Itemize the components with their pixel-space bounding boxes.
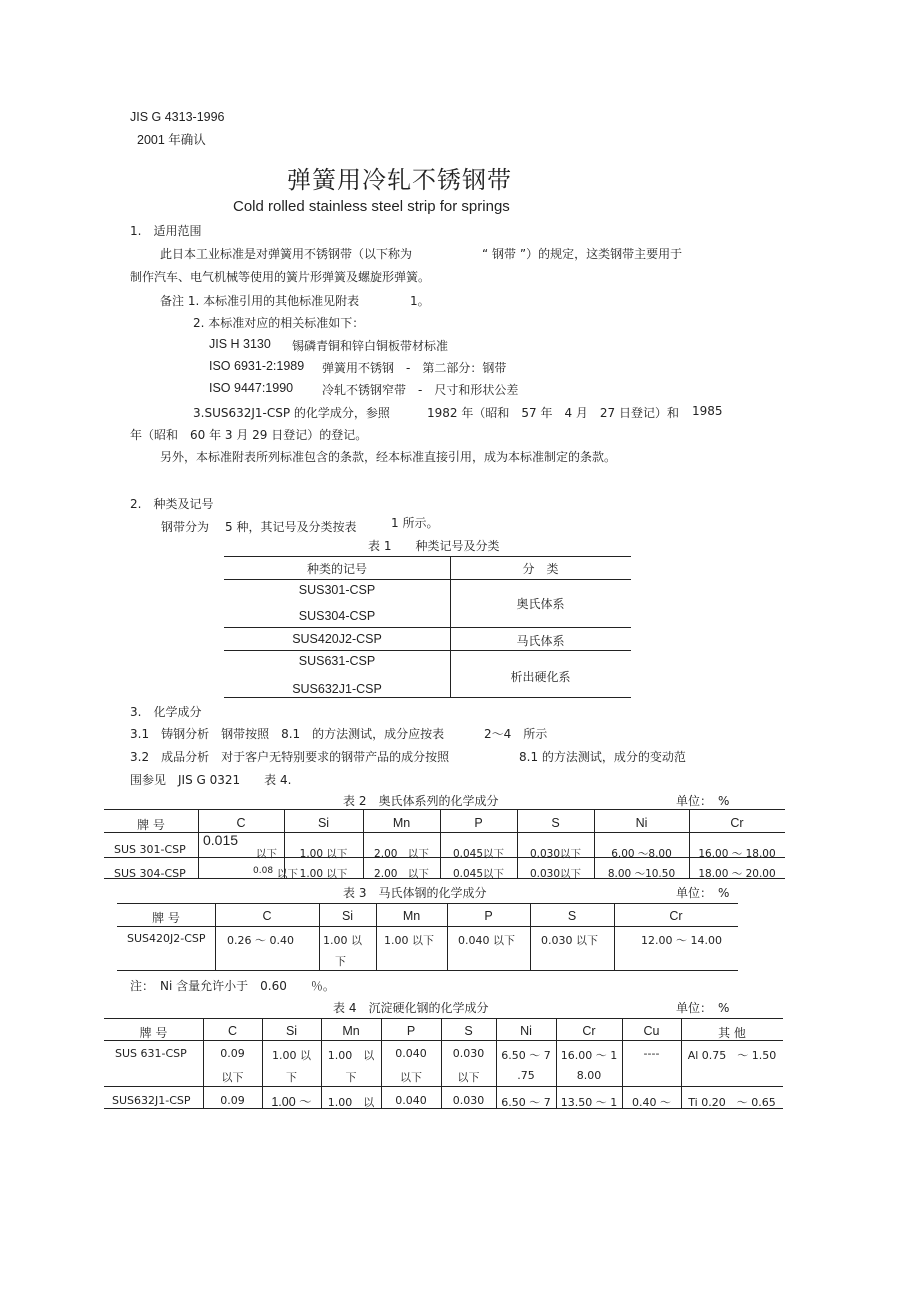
- table2-ni: 8.00 ～10.50: [607, 868, 676, 880]
- table4-cr: 13.50 ～ 1: [560, 1096, 618, 1109]
- table1-code: SUS631-CSP: [298, 654, 376, 668]
- section1-para1-b: “ 钢带 ”）的规定，这类钢带主要用于: [482, 247, 683, 261]
- table3-grade: SUS420J2-CSP: [127, 932, 206, 945]
- table2-grade: SUS 304-CSP: [114, 867, 186, 880]
- table2-caption: 表 2 奥氏体系列的化学成分: [343, 794, 499, 808]
- table4-grade: SUS 631-CSP: [115, 1047, 187, 1060]
- table1-code: SUS304-CSP: [298, 609, 376, 623]
- section2-text-a: 钢带分为: [161, 520, 210, 534]
- table2-cr: 18.00 ～ 20.00: [698, 868, 776, 880]
- note-3-b: 1982 年（昭和 57 年 4 月 27 日登记）和: [427, 406, 679, 420]
- table3-header: 牌 号: [152, 911, 180, 925]
- note-3-c: 1985: [692, 404, 723, 418]
- table4-si: 1.00 以: [272, 1049, 311, 1062]
- table2-s: 0.030以下: [529, 848, 582, 860]
- table2-header: Mn: [392, 816, 411, 830]
- table4-si: 1.00 ～: [271, 1095, 312, 1109]
- table4-other: Ti 0.20 ～ 0.65: [688, 1096, 776, 1109]
- table2-p: 0.045以下: [452, 848, 505, 860]
- section1-heading: 1. 适用范围: [130, 224, 202, 238]
- note-1: 备注 1. 本标准引用的其他标准见附表: [160, 294, 360, 308]
- table4-cr-cont: 8.00: [576, 1069, 602, 1082]
- table3-header: Cr: [669, 909, 683, 923]
- std-code: JIS G 4313-1996: [130, 110, 225, 124]
- table2-unit: 单位： %: [676, 794, 730, 808]
- table2-c: 0.015: [203, 832, 239, 848]
- table3-header: C: [262, 909, 272, 923]
- section3-2-a: 3.2 成品分析 对于客户无特别要求的钢带产品的成分按照: [130, 750, 450, 764]
- table1-class: 马氏体系: [516, 634, 565, 648]
- table4-grade: SUS632J1-CSP: [112, 1094, 191, 1107]
- page-subtitle: Cold rolled stainless steel strip for springs: [233, 198, 510, 215]
- table4-ni: 6.50 ～ 7: [501, 1049, 551, 1062]
- table2-header: Cr: [730, 816, 744, 830]
- table2-grade: SUS 301-CSP: [114, 843, 186, 856]
- table4-header: S: [464, 1024, 473, 1038]
- table2-s: 0.030以下: [529, 868, 582, 880]
- table3-p: 0.040 以下: [458, 934, 515, 947]
- table4-header: Ni: [520, 1024, 532, 1038]
- table4-s: 0.030: [452, 1047, 485, 1060]
- table3-header: P: [484, 909, 493, 923]
- table2-header: C: [236, 816, 246, 830]
- section2-heading: 2. 种类及记号: [130, 497, 214, 511]
- table4-unit: 单位： %: [676, 1001, 730, 1015]
- section2-text-b: 5 种，其记号及分类按表: [225, 520, 357, 534]
- ref-code: JIS H 3130: [209, 337, 271, 351]
- table4-header: Cr: [582, 1024, 596, 1038]
- table2-mn: 2.00 以下: [374, 848, 429, 860]
- table3-header: Mn: [402, 909, 421, 923]
- table2-si: 1.00 以下: [299, 848, 348, 860]
- table2-header: Si: [317, 816, 330, 830]
- table4-si-cont: 下: [286, 1071, 297, 1084]
- table3-header: S: [567, 909, 577, 923]
- table4-s: 0.030: [452, 1094, 485, 1107]
- table4-p: 0.040: [395, 1047, 427, 1060]
- table4-header: P: [406, 1024, 416, 1038]
- table2-c-suffix: 以下: [256, 848, 277, 860]
- table1-code: SUS420J2-CSP: [292, 632, 382, 646]
- table4-mn: 1.00 以: [327, 1049, 375, 1062]
- table2-ni: 6.00 ～8.00: [611, 848, 672, 860]
- table4-p-cont: 以下: [400, 1071, 422, 1084]
- ref-desc: 锡磷青铜和锌白铜板带材标准: [292, 339, 449, 353]
- table4-header: Mn: [342, 1024, 360, 1038]
- note-3-d: 年（昭和 60 年 3 月 29 日登记）的登记。: [130, 428, 368, 442]
- note-3-a: 3.SUS632J1-CSP 的化学成分，参照: [193, 406, 390, 420]
- ref-desc: 弹簧用不锈钢 - 第二部分：钢带: [322, 361, 507, 375]
- table3-mn: 1.00 以下: [384, 934, 434, 947]
- table1-code: SUS301-CSP: [298, 583, 376, 597]
- table2-cr: 16.00 ～ 18.00: [698, 848, 776, 860]
- table3-si-cont: 下: [335, 955, 346, 968]
- note-1-num: 1。: [410, 294, 430, 308]
- confirm-year: 2001 年确认: [137, 133, 206, 147]
- table4-header: Cu: [643, 1024, 660, 1038]
- ref-code: ISO 6931-2:1989: [209, 359, 305, 373]
- table1-class: 奥氏体系: [516, 597, 565, 611]
- table4-header: 其 他: [718, 1026, 746, 1040]
- table4-mn-cont: 下: [345, 1071, 357, 1084]
- ref-code: ISO 9447:1990: [209, 381, 294, 395]
- table2-header: P: [474, 816, 483, 830]
- table3-unit: 单位： %: [676, 886, 730, 900]
- section3-2-b: 8.1 的方法测试，成分的变动范: [519, 750, 686, 764]
- table3-note: 注： Ni 含量允许小于 0.60 ％。: [130, 979, 335, 993]
- table2-header: Ni: [635, 816, 648, 830]
- section3-2-c: 围参见 JIS G 0321 表 4.: [130, 773, 292, 787]
- table1-header-code: 种类的记号: [306, 562, 367, 576]
- table4-mn: 1.00 以: [327, 1096, 375, 1109]
- table3-cr: 12.00 ～ 14.00: [641, 934, 722, 947]
- table4-ni-cont: .75: [517, 1069, 535, 1082]
- table4-c-cont: 以下: [221, 1071, 244, 1084]
- table1-code: SUS632J1-CSP: [292, 682, 382, 696]
- section2-text-c: 1 所示。: [391, 516, 439, 530]
- table4-cr: 16.00 ～ 1: [560, 1049, 618, 1062]
- table4-cu: ----: [643, 1047, 660, 1060]
- note-2: 2. 本标准对应的相关标准如下：: [193, 316, 365, 330]
- section1-para1-a: 此日本工业标准是对弹簧用不锈钢带（以下称为: [160, 247, 413, 261]
- table1-caption: 表 1 种类记号及分类: [368, 539, 500, 553]
- table2-header: 牌 号: [137, 818, 165, 832]
- table4-c: 0.09: [220, 1094, 245, 1107]
- page-title: 弹簧用冷轧不锈钢带: [287, 166, 512, 194]
- table4-caption: 表 4 沉淀硬化钢的化学成分: [333, 1001, 489, 1015]
- table2-c-suffix: 以下: [277, 868, 298, 880]
- table4-header: C: [227, 1024, 238, 1038]
- section1-para2: 另外，本标准附表所列标准包含的条款，经本标准直接引用，成为本标准制定的条款。: [160, 450, 617, 464]
- table4-ni: 6.50 ～ 7: [501, 1096, 551, 1109]
- table2-mn: 2.00 以下: [374, 868, 429, 880]
- section3-1-a: 3.1 铸钢分析 钢带按照 8.1 的方法测试，成分应按表: [130, 727, 445, 741]
- section3-1-b: 2～4 所示: [484, 727, 548, 741]
- table4-other: Al 0.75 ～ 1.50: [687, 1049, 777, 1062]
- table2-si: 1.00 以下: [299, 868, 348, 880]
- table3-s: 0.030 以下: [541, 934, 598, 947]
- table4-c: 0.09: [220, 1047, 245, 1060]
- table4-header: 牌 号: [139, 1026, 168, 1040]
- table3-header: Si: [341, 909, 354, 923]
- table4-header: Si: [285, 1024, 298, 1038]
- section3-heading: 3. 化学成分: [130, 705, 202, 719]
- table2-c: 0.08: [253, 866, 274, 876]
- table1-class: 析出硬化系: [510, 670, 571, 684]
- table3-si: 1.00 以: [323, 934, 362, 947]
- ref-desc: 冷轧不锈钢窄带 - 尺寸和形状公差: [322, 383, 519, 397]
- table2-header: S: [551, 816, 560, 830]
- table1-header-class: 分 类: [522, 562, 559, 576]
- table4-p: 0.040: [395, 1094, 427, 1107]
- table3-caption: 表 3 马氏体钢的化学成分: [343, 886, 487, 900]
- table3-c: 0.26 ～ 0.40: [227, 934, 294, 947]
- table4-cu: 0.40 ～: [632, 1096, 671, 1109]
- section1-para1-c: 制作汽车、电气机械等使用的簧片形弹簧及螺旋形弹簧。: [130, 270, 431, 284]
- table2-p: 0.045以下: [452, 868, 505, 880]
- table4-s-cont: 以下: [457, 1071, 480, 1084]
